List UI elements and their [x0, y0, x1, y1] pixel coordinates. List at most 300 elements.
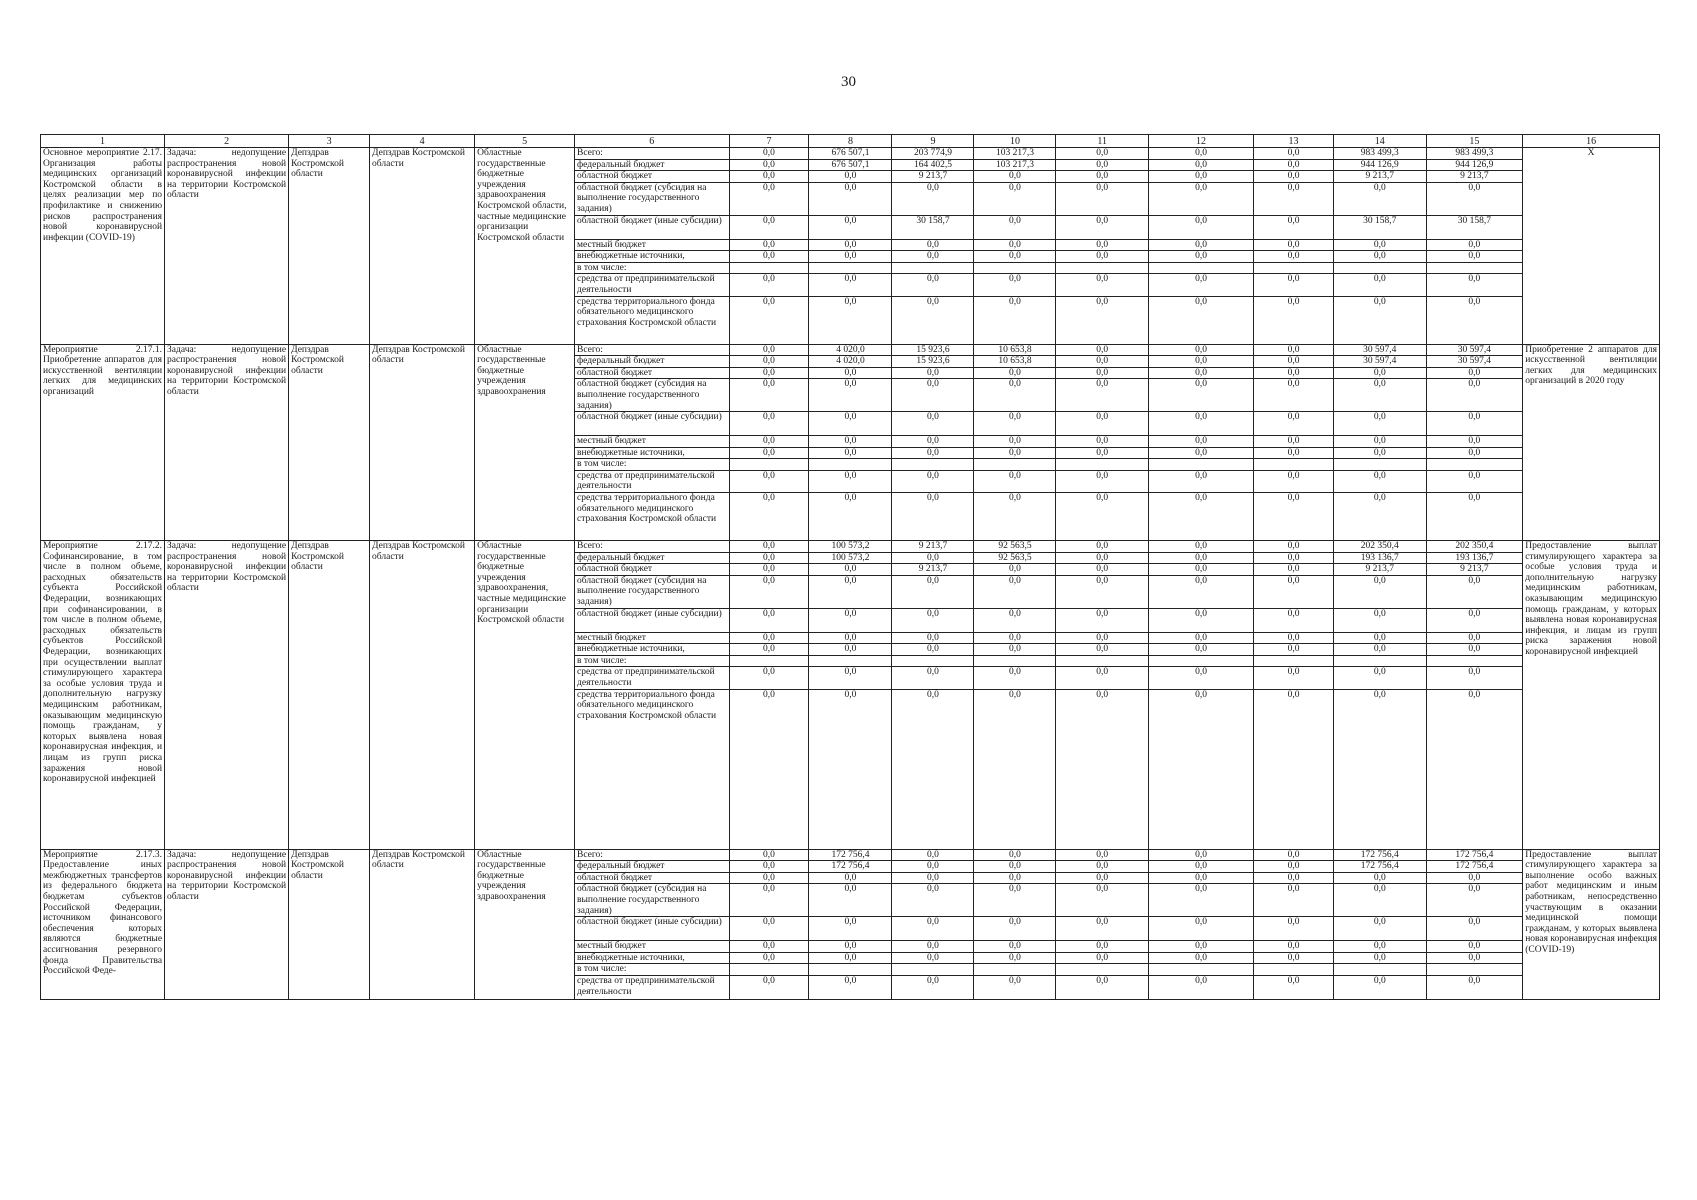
value-cell: 0,0	[892, 296, 974, 344]
value-cell: 0,0	[1334, 436, 1427, 448]
value-cell	[809, 655, 892, 667]
value-cell: 0,0	[1148, 644, 1253, 656]
funding-source-cell: местный бюджет	[575, 436, 730, 448]
value-cell: 0,0	[1254, 644, 1334, 656]
participants-cell: Областные государственные бюджетные учреждения здравоохранения, частные медицинские организации Костромской области	[475, 541, 575, 850]
value-cell	[729, 964, 809, 976]
value-cell: 0,0	[729, 952, 809, 964]
measure-cell: Мероприятие 2.17.3. Предоставление иных межбюджетных трансфертов из федерального бюджета бюджетам субъектов Российской Федерации, источником финансового обеспечения которых являются бюджетные ассигнования резервного фонда Правительства Российской Феде-	[41, 849, 165, 999]
value-cell: 0,0	[1148, 493, 1253, 541]
value-cell: 0,0	[974, 296, 1056, 344]
value-cell	[1148, 655, 1253, 667]
value-cell	[974, 459, 1056, 471]
value-cell: 0,0	[729, 872, 809, 884]
funding-source-cell: в том числе:	[575, 262, 730, 274]
value-cell: 0,0	[729, 148, 809, 160]
value-cell: 0,0	[1334, 917, 1427, 941]
value-cell: 30 597,4	[1334, 356, 1427, 368]
value-cell: 0,0	[809, 239, 892, 251]
value-cell: 0,0	[1426, 379, 1523, 412]
funding-source-cell: внебюджетные источники,	[575, 447, 730, 459]
column-header: 3	[289, 135, 370, 148]
value-cell: 0,0	[1148, 872, 1253, 884]
value-cell: 0,0	[1334, 608, 1427, 632]
value-cell: 0,0	[892, 872, 974, 884]
value-cell: 0,0	[1334, 447, 1427, 459]
value-cell: 0,0	[1148, 447, 1253, 459]
value-cell: 0,0	[1148, 861, 1253, 873]
funding-source-cell: областной бюджет	[575, 171, 730, 183]
value-cell: 9 213,7	[1334, 564, 1427, 576]
value-cell: 0,0	[1426, 632, 1523, 644]
value-cell: 0,0	[892, 412, 974, 436]
value-cell	[809, 459, 892, 471]
value-cell: 0,0	[892, 470, 974, 492]
value-cell: 0,0	[974, 447, 1056, 459]
value-cell: 0,0	[1056, 861, 1149, 873]
value-cell: 0,0	[974, 171, 1056, 183]
value-cell: 0,0	[892, 849, 974, 861]
value-cell: 0,0	[729, 367, 809, 379]
value-cell: 0,0	[974, 644, 1056, 656]
value-cell: 0,0	[1056, 215, 1149, 239]
value-cell: 0,0	[1148, 575, 1253, 608]
value-cell: 0,0	[1148, 608, 1253, 632]
value-cell: 0,0	[974, 941, 1056, 953]
value-cell: 30 158,7	[892, 215, 974, 239]
value-cell: 9 213,7	[1426, 171, 1523, 183]
value-cell: 0,0	[1254, 667, 1334, 689]
value-cell: 0,0	[974, 367, 1056, 379]
value-cell: 0,0	[1254, 251, 1334, 263]
value-cell: 0,0	[974, 239, 1056, 251]
value-cell: 10 653,8	[974, 344, 1056, 356]
value-cell: 0,0	[729, 215, 809, 239]
value-cell: 0,0	[809, 447, 892, 459]
funding-source-cell: Всего:	[575, 541, 730, 553]
measure-cell: Мероприятие 2.17.2. Софинансирование, в том числе в полном объеме, расходных обязательств субъекта Российской Федерации, возникающих при софинансировании, в том числе в полном объеме, расходных обязательств субъектов Российской Федерации, возникающих при осуществлении выплат стимулирующего характера за особые условия труда и дополнительную нагрузку медицинским работникам, оказывающим медицинскую помощь гражданам, у которых выявлена новая коронавирусная инфекция, и лицам из групп риска заражения новой коронавирусной инфекцией	[41, 541, 165, 850]
value-cell: 0,0	[1148, 239, 1253, 251]
value-cell: 0,0	[1056, 344, 1149, 356]
value-cell	[1426, 655, 1523, 667]
task-cell: Задача: недопущение распространения новой коронавирусной инфекции на территории Костромской области	[165, 148, 289, 345]
value-cell	[729, 262, 809, 274]
value-cell: 0,0	[729, 849, 809, 861]
value-cell	[1148, 459, 1253, 471]
funding-source-cell: федеральный бюджет	[575, 861, 730, 873]
responsible-executor-cell: Депздрав Костромской области	[289, 148, 370, 345]
value-cell: 0,0	[974, 667, 1056, 689]
value-cell: 0,0	[892, 632, 974, 644]
value-cell: 0,0	[729, 632, 809, 644]
value-cell: 0,0	[974, 493, 1056, 541]
value-cell: 0,0	[1334, 493, 1427, 541]
value-cell: 0,0	[1334, 274, 1427, 296]
value-cell: 0,0	[1056, 447, 1149, 459]
value-cell	[1334, 655, 1427, 667]
value-cell: 172 756,4	[1334, 849, 1427, 861]
value-cell: 0,0	[1056, 689, 1149, 849]
value-cell: 0,0	[1334, 941, 1427, 953]
value-cell: 0,0	[1148, 215, 1253, 239]
value-cell: 0,0	[1254, 239, 1334, 251]
value-cell: 0,0	[1056, 412, 1149, 436]
table-row	[41, 148, 1660, 160]
value-cell: 0,0	[1426, 884, 1523, 917]
value-cell: 0,0	[1254, 608, 1334, 632]
value-cell	[1426, 459, 1523, 471]
value-cell: 0,0	[809, 884, 892, 917]
column-header: 9	[892, 135, 974, 148]
value-cell: 0,0	[1426, 182, 1523, 215]
value-cell	[809, 262, 892, 274]
value-cell: 0,0	[729, 251, 809, 263]
co-executor-cell: Депздрав Костромской области	[370, 344, 475, 541]
value-cell: 0,0	[892, 367, 974, 379]
value-cell: 0,0	[1056, 632, 1149, 644]
value-cell: 0,0	[1254, 849, 1334, 861]
task-cell: Задача: недопущение распространения новой коронавирусной инфекции на территории Костромской области	[165, 541, 289, 850]
value-cell: 0,0	[809, 917, 892, 941]
value-cell: 0,0	[1056, 667, 1149, 689]
value-cell: 0,0	[1056, 884, 1149, 917]
value-cell: 9 213,7	[1426, 564, 1523, 576]
value-cell: 0,0	[1056, 296, 1149, 344]
value-cell: 164 402,5	[892, 159, 974, 171]
value-cell: 0,0	[809, 171, 892, 183]
value-cell: 0,0	[1148, 552, 1253, 564]
value-cell: 0,0	[1056, 493, 1149, 541]
value-cell: 0,0	[729, 182, 809, 215]
funding-source-cell: внебюджетные источники,	[575, 644, 730, 656]
value-cell: 0,0	[1254, 367, 1334, 379]
value-cell: 0,0	[1056, 608, 1149, 632]
funding-source-cell: областной бюджет	[575, 564, 730, 576]
value-cell: 0,0	[892, 379, 974, 412]
value-cell: 30 158,7	[1426, 215, 1523, 239]
value-cell: 0,0	[729, 689, 809, 849]
funding-source-cell: внебюджетные источники,	[575, 251, 730, 263]
value-cell: 0,0	[974, 379, 1056, 412]
expected-result-cell: Приобретение 2 аппаратов для искусственной вентиляции легких для медицинских организаций в 2020 году	[1523, 344, 1660, 541]
value-cell	[1334, 459, 1427, 471]
value-cell: 0,0	[729, 379, 809, 412]
value-cell: 0,0	[1056, 552, 1149, 564]
value-cell: 0,0	[1056, 952, 1149, 964]
value-cell: 9 213,7	[1334, 171, 1427, 183]
value-cell: 0,0	[1254, 182, 1334, 215]
value-cell: 0,0	[974, 884, 1056, 917]
value-cell: 0,0	[892, 917, 974, 941]
value-cell: 0,0	[1056, 644, 1149, 656]
value-cell: 0,0	[1056, 917, 1149, 941]
value-cell: 0,0	[729, 552, 809, 564]
value-cell: 0,0	[1148, 148, 1253, 160]
value-cell: 0,0	[1254, 575, 1334, 608]
value-cell: 0,0	[1254, 470, 1334, 492]
value-cell: 0,0	[1148, 379, 1253, 412]
header-row	[41, 135, 1660, 148]
value-cell: 0,0	[1254, 436, 1334, 448]
value-cell: 0,0	[1056, 564, 1149, 576]
value-cell: 0,0	[1056, 251, 1149, 263]
value-cell: 0,0	[729, 239, 809, 251]
expected-result-cell: Х	[1523, 148, 1660, 345]
value-cell: 103 217,3	[974, 159, 1056, 171]
value-cell: 0,0	[892, 182, 974, 215]
value-cell: 0,0	[1426, 941, 1523, 953]
value-cell: 0,0	[1056, 379, 1149, 412]
value-cell: 0,0	[729, 344, 809, 356]
value-cell: 0,0	[1254, 552, 1334, 564]
value-cell: 0,0	[892, 941, 974, 953]
value-cell: 0,0	[892, 952, 974, 964]
value-cell: 0,0	[1148, 689, 1253, 849]
value-cell: 0,0	[892, 975, 974, 999]
value-cell: 0,0	[1426, 296, 1523, 344]
column-header: 14	[1334, 135, 1427, 148]
value-cell: 172 756,4	[1334, 861, 1427, 873]
value-cell: 944 126,9	[1334, 159, 1427, 171]
value-cell: 983 499,3	[1334, 148, 1427, 160]
value-cell: 0,0	[1148, 667, 1253, 689]
value-cell: 0,0	[729, 296, 809, 344]
funding-source-cell: в том числе:	[575, 655, 730, 667]
value-cell	[809, 964, 892, 976]
value-cell: 0,0	[1334, 182, 1427, 215]
value-cell: 0,0	[1426, 436, 1523, 448]
responsible-executor-cell: Депздрав Костромской области	[289, 849, 370, 999]
value-cell	[1056, 964, 1149, 976]
value-cell: 0,0	[974, 917, 1056, 941]
table-body	[41, 135, 1660, 1000]
value-cell: 0,0	[1056, 171, 1149, 183]
funding-source-cell: областной бюджет (субсидия на выполнение государственного задания)	[575, 379, 730, 412]
value-cell: 0,0	[892, 274, 974, 296]
value-cell: 0,0	[809, 296, 892, 344]
value-cell: 0,0	[1426, 608, 1523, 632]
value-cell: 0,0	[892, 552, 974, 564]
value-cell: 172 756,4	[809, 849, 892, 861]
value-cell: 0,0	[1334, 412, 1427, 436]
value-cell: 0,0	[1254, 884, 1334, 917]
value-cell: 0,0	[974, 575, 1056, 608]
value-cell: 0,0	[892, 667, 974, 689]
value-cell: 0,0	[809, 644, 892, 656]
budget-table	[40, 134, 1660, 1000]
value-cell: 10 653,8	[974, 356, 1056, 368]
value-cell: 0,0	[1056, 849, 1149, 861]
value-cell: 0,0	[1334, 952, 1427, 964]
value-cell: 0,0	[1148, 541, 1253, 553]
value-cell: 9 213,7	[892, 541, 974, 553]
funding-source-cell: областной бюджет (субсидия на выполнение государственного задания)	[575, 182, 730, 215]
value-cell: 0,0	[809, 274, 892, 296]
funding-source-cell: областной бюджет (иные субсидии)	[575, 917, 730, 941]
value-cell: 0,0	[729, 608, 809, 632]
value-cell	[1254, 964, 1334, 976]
value-cell: 0,0	[1254, 564, 1334, 576]
funding-source-cell: средства территориального фонда обязательного медицинского страхования Костромской области	[575, 689, 730, 849]
value-cell: 193 136,7	[1334, 552, 1427, 564]
funding-source-cell: Всего:	[575, 344, 730, 356]
value-cell: 0,0	[974, 436, 1056, 448]
value-cell: 0,0	[1334, 470, 1427, 492]
measure-cell: Основное мероприятие 2.17. Организация работы медицинских организаций Костромской области в целях реализации мер по профилактике и снижению рисков распространения новой коронавирусной инфекции (COVID-19)	[41, 148, 165, 345]
column-header: 4	[370, 135, 475, 148]
expected-result-cell: Предоставление выплат стимулирующего характера за выполнение особо важных работ медицинским и иным работникам, непосредственно участвующим в оказании медицинской помощи гражданам, у которых выявлена новая коронавирусная инфекция (COVID-19)	[1523, 849, 1660, 999]
value-cell: 0,0	[1056, 975, 1149, 999]
value-cell: 0,0	[1334, 884, 1427, 917]
value-cell: 0,0	[1426, 644, 1523, 656]
value-cell: 0,0	[1334, 632, 1427, 644]
value-cell: 0,0	[809, 872, 892, 884]
value-cell: 0,0	[809, 215, 892, 239]
column-header: 11	[1056, 135, 1149, 148]
value-cell: 0,0	[809, 575, 892, 608]
value-cell: 0,0	[1334, 251, 1427, 263]
column-header: 15	[1426, 135, 1523, 148]
funding-source-cell: в том числе:	[575, 459, 730, 471]
value-cell	[892, 262, 974, 274]
value-cell: 0,0	[892, 251, 974, 263]
funding-source-cell: областной бюджет (иные субсидии)	[575, 608, 730, 632]
funding-source-cell: местный бюджет	[575, 239, 730, 251]
value-cell: 0,0	[1148, 884, 1253, 917]
column-header: 13	[1254, 135, 1334, 148]
value-cell: 0,0	[1254, 632, 1334, 644]
funding-source-cell: средства от предпринимательской деятельности	[575, 667, 730, 689]
value-cell: 0,0	[1254, 148, 1334, 160]
value-cell	[1254, 655, 1334, 667]
value-cell: 0,0	[1148, 274, 1253, 296]
value-cell: 0,0	[729, 644, 809, 656]
value-cell: 0,0	[1254, 872, 1334, 884]
value-cell	[729, 655, 809, 667]
value-cell: 0,0	[1426, 667, 1523, 689]
value-cell	[1254, 459, 1334, 471]
value-cell: 30 158,7	[1334, 215, 1427, 239]
funding-source-cell: областной бюджет (иные субсидии)	[575, 412, 730, 436]
co-executor-cell: Депздрав Костромской области	[370, 148, 475, 345]
value-cell: 0,0	[1254, 171, 1334, 183]
value-cell: 983 499,3	[1426, 148, 1523, 160]
value-cell: 0,0	[1334, 975, 1427, 999]
value-cell: 676 507,1	[809, 148, 892, 160]
value-cell: 0,0	[809, 379, 892, 412]
responsible-executor-cell: Депздрав Костромской области	[289, 541, 370, 850]
value-cell: 0,0	[892, 239, 974, 251]
value-cell: 0,0	[729, 412, 809, 436]
value-cell: 0,0	[729, 541, 809, 553]
value-cell: 0,0	[1254, 379, 1334, 412]
value-cell: 0,0	[1148, 412, 1253, 436]
value-cell: 4 020,0	[809, 344, 892, 356]
value-cell: 9 213,7	[892, 564, 974, 576]
value-cell: 0,0	[1426, 470, 1523, 492]
value-cell: 0,0	[1056, 470, 1149, 492]
value-cell: 0,0	[1056, 367, 1149, 379]
value-cell: 0,0	[1254, 215, 1334, 239]
funding-source-cell: областной бюджет	[575, 872, 730, 884]
value-cell: 0,0	[1056, 356, 1149, 368]
value-cell: 0,0	[1148, 159, 1253, 171]
value-cell: 0,0	[729, 917, 809, 941]
value-cell: 0,0	[729, 447, 809, 459]
value-cell: 0,0	[1426, 975, 1523, 999]
value-cell	[1254, 262, 1334, 274]
value-cell: 92 563,5	[974, 541, 1056, 553]
value-cell: 0,0	[1056, 274, 1149, 296]
value-cell: 15 923,6	[892, 356, 974, 368]
value-cell: 0,0	[809, 367, 892, 379]
column-header: 5	[475, 135, 575, 148]
value-cell: 0,0	[892, 436, 974, 448]
value-cell: 0,0	[892, 447, 974, 459]
table-row	[41, 344, 1660, 356]
value-cell	[1426, 964, 1523, 976]
value-cell: 0,0	[1254, 689, 1334, 849]
value-cell: 0,0	[1334, 296, 1427, 344]
value-cell: 0,0	[729, 575, 809, 608]
value-cell: 202 350,4	[1426, 541, 1523, 553]
value-cell: 676 507,1	[809, 159, 892, 171]
value-cell: 193 136,7	[1426, 552, 1523, 564]
value-cell: 0,0	[1426, 952, 1523, 964]
funding-source-cell: средства от предпринимательской деятельности	[575, 274, 730, 296]
value-cell: 0,0	[729, 493, 809, 541]
value-cell	[974, 262, 1056, 274]
value-cell: 0,0	[1148, 171, 1253, 183]
value-cell: 0,0	[809, 564, 892, 576]
value-cell: 0,0	[1148, 296, 1253, 344]
value-cell: 0,0	[974, 689, 1056, 849]
value-cell: 0,0	[1334, 367, 1427, 379]
value-cell: 0,0	[729, 159, 809, 171]
value-cell	[1334, 262, 1427, 274]
value-cell: 0,0	[1426, 493, 1523, 541]
value-cell: 0,0	[1056, 159, 1149, 171]
funding-source-cell: областной бюджет (иные субсидии)	[575, 215, 730, 239]
value-cell	[1056, 459, 1149, 471]
value-cell: 0,0	[1426, 917, 1523, 941]
funding-source-cell: Всего:	[575, 148, 730, 160]
table-row	[41, 849, 1660, 861]
value-cell: 30 597,4	[1426, 344, 1523, 356]
column-header: 10	[974, 135, 1056, 148]
value-cell: 4 020,0	[809, 356, 892, 368]
funding-source-cell: средства территориального фонда обязательного медицинского страхования Костромской области	[575, 493, 730, 541]
value-cell: 0,0	[1056, 436, 1149, 448]
funding-source-cell: внебюджетные источники,	[575, 952, 730, 964]
funding-source-cell: областной бюджет	[575, 367, 730, 379]
value-cell: 0,0	[1148, 952, 1253, 964]
value-cell	[892, 459, 974, 471]
funding-source-cell: местный бюджет	[575, 941, 730, 953]
responsible-executor-cell: Депздрав Костромской области	[289, 344, 370, 541]
value-cell: 0,0	[892, 689, 974, 849]
value-cell: 0,0	[809, 251, 892, 263]
funding-source-cell: областной бюджет (субсидия на выполнение государственного задания)	[575, 575, 730, 608]
column-header: 16	[1523, 135, 1660, 148]
value-cell: 0,0	[809, 689, 892, 849]
value-cell: 0,0	[1254, 917, 1334, 941]
value-cell: 0,0	[974, 215, 1056, 239]
value-cell: 0,0	[974, 872, 1056, 884]
value-cell	[1056, 262, 1149, 274]
value-cell: 0,0	[809, 436, 892, 448]
value-cell: 0,0	[892, 493, 974, 541]
